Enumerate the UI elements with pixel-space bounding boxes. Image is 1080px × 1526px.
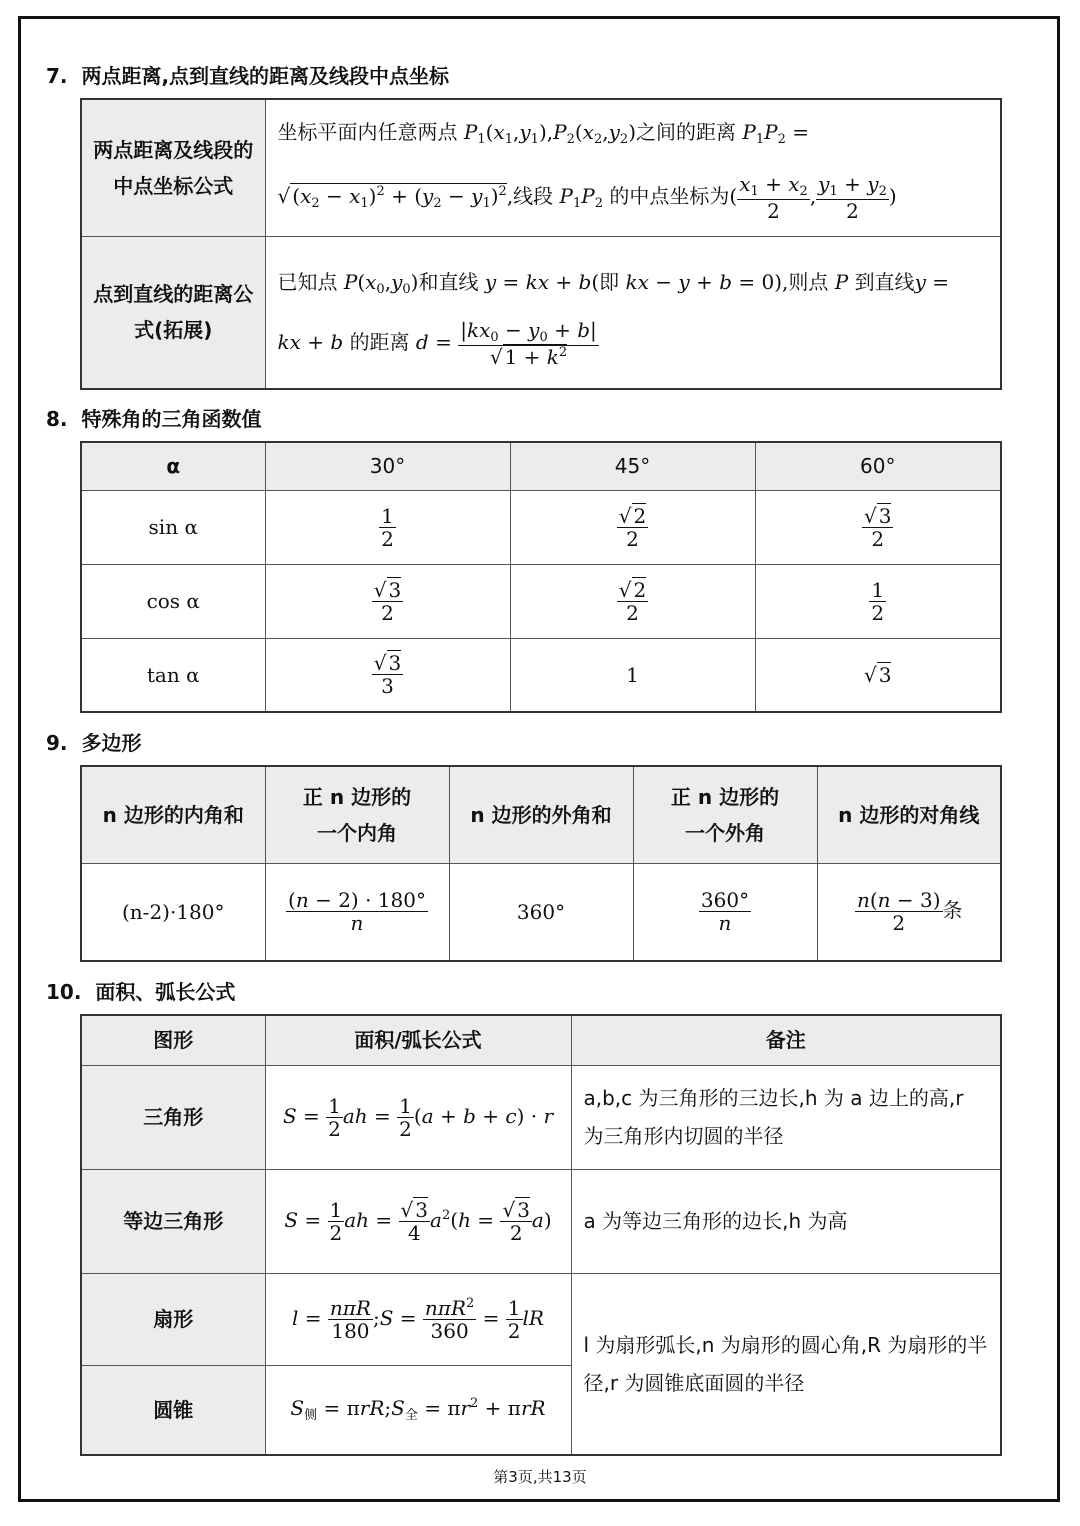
distance-formula-cell: 坐标平面内任意两点 $P_1(x_1,y_1),P_2(x_2,y_2)$之间的距离 $P_1P_2$ = √ $(x_2 - x_1)^2 + (y_2 - y_1)^2$,线段 $P_1P_2$ 的中点坐标为( $\frac{x_1 + x_2}{2}$ , $\frac{y_1 + y_2}{2}$ ) [265, 99, 1001, 237]
trig-value: $\frac{√ 2}{2}$ [510, 490, 755, 564]
table-row [81, 564, 1001, 638]
column-header: n 边形的外角和 [449, 766, 633, 863]
trig-value: $\frac{√ 3}{2}$ [265, 564, 510, 638]
trig-value: $\frac{1}{2}$ [265, 490, 510, 564]
column-header: α [81, 442, 265, 490]
remark: a,b,c 为三角形的三边长,h 为 a 边上的高,r 为三角形内切圆的半径 [571, 1065, 1001, 1169]
table-row [81, 1169, 1001, 1273]
distance-formula-table [80, 98, 1002, 390]
table-row [81, 1273, 1001, 1365]
table-header-row [81, 1015, 1001, 1065]
cone-formula: $S_侧$ = $\pi rR;S_全 = \pi r^2 + \pi rR$ [265, 1365, 571, 1455]
column-header: 45° [510, 442, 755, 490]
column-header: 面积/弧长公式 [265, 1015, 571, 1065]
page-number: 第3页,共13页 [493, 1468, 587, 1486]
column-header: 60° [755, 442, 1001, 490]
column-header: n 边形的对角线 [817, 766, 1001, 863]
area-formula-table [80, 1014, 1002, 1456]
trig-value: $\frac{√ 3}{2}$ [755, 490, 1001, 564]
area-formula: S = $\frac{1}{2}$ ah = $\frac{√ 3}{4}$ $a^2(h$ = $\frac{√ 3}{2}$ a) [265, 1169, 571, 1273]
row-label: 两点距离及线段的中点坐标公式 [81, 99, 265, 237]
table-row [81, 863, 1001, 961]
table-row [81, 638, 1001, 712]
table-row [81, 237, 1001, 389]
table-row [81, 99, 1001, 237]
section-7-title: 7. 两点距离,点到直线的距离及线段中点坐标 [46, 64, 450, 88]
row-label: sin α [81, 490, 265, 564]
table-row [81, 490, 1001, 564]
trig-value: $\frac{√ 2}{2}$ [510, 564, 755, 638]
regular-interior-angle: $\frac{(n - 2) \cdot 180^\circ}{n}$ [265, 863, 449, 961]
shape-label: 等边三角形 [81, 1169, 265, 1273]
column-header: 30° [265, 442, 510, 490]
trig-value: $\frac{1}{2}$ [755, 564, 1001, 638]
point-line-distance-cell: 已知点 $P(x_0,y_0)$和直线 y = kx + b(即 kx − y + b = 0),则点 P 到直线y = kx + b 的距离 d = $\frac{|kx_0 - y_0 + b|}{√ 1 + k^2}$ [265, 237, 1001, 389]
section-10-title: 10. 面积、弧长公式 [46, 980, 236, 1004]
shape-label: 扇形 [81, 1273, 265, 1365]
table-row [81, 1065, 1001, 1169]
column-header: 正 n 边形的一个内角 [265, 766, 449, 863]
trig-value: 1 [510, 638, 755, 712]
column-header: n 边形的内角和 [81, 766, 265, 863]
column-header: 图形 [81, 1015, 265, 1065]
regular-exterior-angle: $\frac{360^\circ}{n}$ [633, 863, 817, 961]
diagonal-count: $\frac{n(n - 3)}{2}$ 条 [817, 863, 1001, 961]
row-label: 点到直线的距离公式(拓展) [81, 237, 265, 389]
section-8-title: 8. 特殊角的三角函数值 [46, 407, 262, 431]
exterior-angle-sum: 360° [449, 863, 633, 961]
table-header-row [81, 442, 1001, 490]
interior-angle-sum: (n-2)·180° [81, 863, 265, 961]
table-header-row [81, 766, 1001, 863]
trig-value: $\frac{√ 3}{3}$ [265, 638, 510, 712]
area-formula: S = $\frac{1}{2}$ ah = $\frac{1}{2}$ (a + b + c) · r [265, 1065, 571, 1169]
trig-value: √ 3 [755, 638, 1001, 712]
column-header: 备注 [571, 1015, 1001, 1065]
row-label: tan α [81, 638, 265, 712]
shape-label: 三角形 [81, 1065, 265, 1169]
shape-label: 圆锥 [81, 1365, 265, 1455]
remark: a 为等边三角形的边长,h 为高 [571, 1169, 1001, 1273]
remark: l 为扇形弧长,n 为扇形的圆心角,R 为扇形的半径,r 为圆锥底面圆的半径 [571, 1273, 1001, 1455]
row-label: cos α [81, 564, 265, 638]
arc-formula: l = $\frac{\text{nπR}}{180}$ ;S = $\frac{n\pi R^2}{360}$ = $\frac{1}{2}$ lR [265, 1273, 571, 1365]
trig-values-table [80, 441, 1002, 713]
polygon-table [80, 765, 1002, 962]
column-header: 正 n 边形的一个外角 [633, 766, 817, 863]
section-9-title: 9. 多边形 [46, 731, 142, 755]
